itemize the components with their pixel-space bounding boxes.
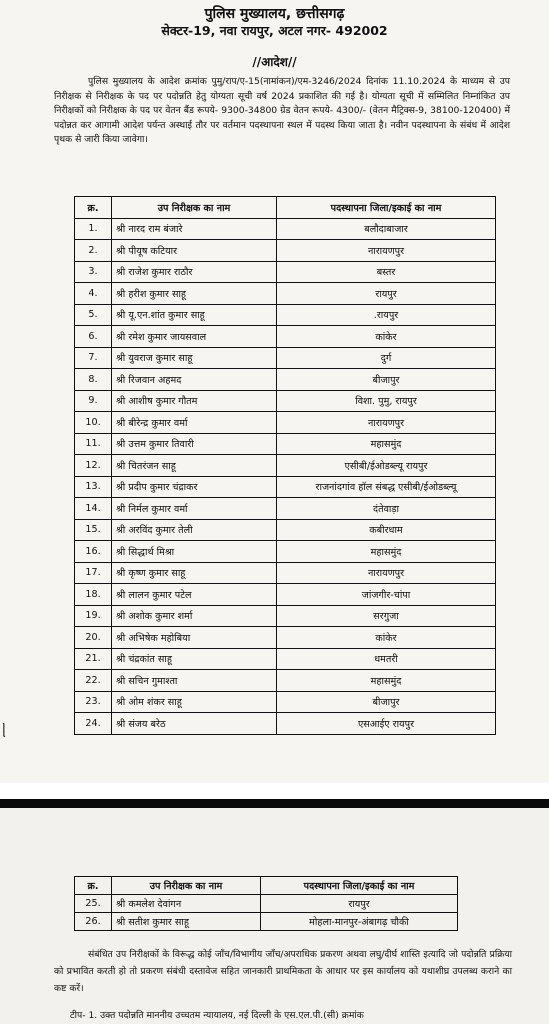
row-serial: 7. [75, 347, 112, 369]
table-row [75, 691, 496, 713]
row-posting: जांजगीर-चांपा [277, 584, 496, 606]
footnote-line: टीप- 1. उक्त पदोन्नति माननीय उच्चतम न्यायालय, नई दिल्ली के एस.एल.पी.(सी) क्रमांक [70, 1010, 364, 1021]
row-officer-name: श्री सिद्धार्थ मिश्रा [112, 541, 277, 563]
row-posting: कांकेर [277, 627, 496, 649]
row-officer-name: श्री कमलेश देवांगन [112, 895, 261, 913]
row-posting: .रायपुर [277, 304, 496, 326]
row-posting: रायपुर [277, 283, 496, 305]
row-posting: विशा. पुमु, रायपुर [277, 390, 496, 412]
row-serial: 26. [75, 913, 112, 931]
table-row [75, 433, 496, 455]
promotion-table [74, 196, 496, 735]
table-row [75, 713, 496, 735]
row-posting: नारायणपुर [277, 562, 496, 584]
row-serial: 5. [75, 304, 112, 326]
row-posting: एसीबी/ईओडब्ल्यू रायपुर [277, 455, 496, 477]
row-officer-name: श्री रमेश कुमार जायसवाल [112, 326, 277, 348]
row-serial: 21. [75, 648, 112, 670]
row-officer-name: श्री नारद राम बंजारे [112, 218, 277, 240]
table-header-row [75, 877, 458, 895]
row-serial: 10. [75, 412, 112, 434]
row-posting: बीजापुर [277, 369, 496, 391]
row-officer-name: श्री संजय बरेठ [112, 713, 277, 735]
row-officer-name: श्री युवराज कुमार साहू [112, 347, 277, 369]
row-serial: 12. [75, 455, 112, 477]
table-row [75, 648, 496, 670]
table-row [75, 326, 496, 348]
table-row [75, 895, 458, 913]
row-officer-name: श्री लालन कुमार पटेल [112, 584, 277, 606]
table-row [75, 261, 496, 283]
row-officer-name: श्री कृष्ण कुमार साहू [112, 562, 277, 584]
row-officer-name: श्री ओम शंकर साहू [112, 691, 277, 713]
table-row [75, 455, 496, 477]
row-serial: 25. [75, 895, 112, 913]
margin-scribble: ᥣ [2, 722, 7, 741]
office-name: पुलिस मुख्यालय, छत्तीसगढ़ [204, 6, 345, 22]
closing-paragraph: संबंधित उप निरीक्षकों के विरूद्ध कोई जाँच/विभागीय जाँच/अपराधिक प्रकरण अथवा लघु/दीर्घ शास्ति इत्यादि जो पदोन्नति प्रक्रिया को प्रभावित करती हो तो प्रकरण संबंधी दस्तावेज सहित जानकारी प्राथमिकता के आधार पर इस कार्यालय को यथाशीघ्र उपलब्ध कराने का कष्ट करें। [54, 949, 512, 994]
row-officer-name: श्री अभिषेक महोबिया [112, 627, 277, 649]
row-serial: 8. [75, 369, 112, 391]
row-posting: कांकेर [277, 326, 496, 348]
order-title: //आदेश// [252, 55, 297, 69]
row-serial: 14. [75, 498, 112, 520]
row-officer-name: श्री निर्मल कुमार वर्मा [112, 498, 277, 520]
scan-edge-bar [0, 799, 549, 808]
table-row [75, 584, 496, 606]
table-row [75, 562, 496, 584]
table-row [75, 670, 496, 692]
row-posting: मोहला-मानपुर-अंबागढ़ चौकी [261, 913, 458, 931]
row-officer-name: श्री हरीश कुमार साहू [112, 283, 277, 305]
col-posting-header: पदस्थापना जिला/इकाई का नाम [277, 197, 496, 219]
col-posting-header: पदस्थापना जिला/इकाई का नाम [261, 877, 458, 895]
row-officer-name: श्री रिजवान अहमद [112, 369, 277, 391]
row-officer-name: श्री प्रदीप कुमार चंद्राकर [112, 476, 277, 498]
row-officer-name: श्री बीरेन्द्र कुमार वर्मा [112, 412, 277, 434]
table-row [75, 240, 496, 262]
table-row [75, 627, 496, 649]
table-row [75, 498, 496, 520]
table-row [75, 605, 496, 627]
table-row [75, 347, 496, 369]
row-serial: 24. [75, 713, 112, 735]
row-serial: 1. [75, 218, 112, 240]
row-serial: 11. [75, 433, 112, 455]
row-posting: रायपुर [261, 895, 458, 913]
row-serial: 16. [75, 541, 112, 563]
row-serial: 22. [75, 670, 112, 692]
table-row [75, 412, 496, 434]
row-officer-name: श्री अरविंद कुमार तेली [112, 519, 277, 541]
row-officer-name: श्री आशीष कुमार गौतम [112, 390, 277, 412]
table-row [75, 541, 496, 563]
row-posting: दंतेवाड़ा [277, 498, 496, 520]
row-serial: 19. [75, 605, 112, 627]
row-posting: महासमुंद [277, 670, 496, 692]
promotion-table-body [75, 218, 496, 734]
row-posting: धमतरी [277, 648, 496, 670]
table-row [75, 218, 496, 240]
office-address: सेक्टर-19, नवा रायपुर, अटल नगर- 492002 [161, 23, 388, 38]
table-row [75, 304, 496, 326]
row-posting: कबीरधाम [277, 519, 496, 541]
row-officer-name: श्री चितरंजन साहू [112, 455, 277, 477]
row-serial: 3. [75, 261, 112, 283]
row-posting: राजनांदगांव हॉल संबद्ध एसीबी/ईओडब्ल्यू [277, 476, 496, 498]
col-serial-header: क्र. [75, 197, 112, 219]
row-posting: महासमुंद [277, 541, 496, 563]
col-name-header: उप निरीक्षक का नाम [112, 877, 261, 895]
row-officer-name: श्री उत्तम कुमार तिवारी [112, 433, 277, 455]
row-officer-name: श्री सतीश कुमार साहू [112, 913, 261, 931]
table-row [75, 369, 496, 391]
row-posting: महासमुंद [277, 433, 496, 455]
promotion-table-continued-body [75, 895, 458, 931]
row-officer-name: श्री अशोक कुमार शर्मा [112, 605, 277, 627]
row-posting: नारायणपुर [277, 412, 496, 434]
row-posting: बलौदाबाजार [277, 218, 496, 240]
table-row [75, 476, 496, 498]
row-posting: एसआईए रायपुर [277, 713, 496, 735]
row-officer-name: श्री चंद्रकांत साहू [112, 648, 277, 670]
col-serial-header: क्र. [75, 877, 112, 895]
row-posting: दुर्ग [277, 347, 496, 369]
row-serial: 17. [75, 562, 112, 584]
row-serial: 18. [75, 584, 112, 606]
promotion-table-continued [74, 876, 458, 931]
row-serial: 2. [75, 240, 112, 262]
row-serial: 4. [75, 283, 112, 305]
row-posting: बस्तर [277, 261, 496, 283]
table-row [75, 913, 458, 931]
row-serial: 13. [75, 476, 112, 498]
row-serial: 9. [75, 390, 112, 412]
order-intro-paragraph: पुलिस मुख्यालय के आदेश क्रमांक पुमु/राप/ए-15(नामांकन)/एम-3246/2024 दिनांक 11.10.2024 के माध्यम से उप निरीक्षक से निरीक्षक के पद पर पदोन्नति हेतु योग्यता सूची वर्ष 2024 प्रकाशित की गई है। योग्यता सूची में सम्मिलित निम्नांकित उप निरीक्षकों को निरीक्षक के पद पर वेतन बैंड रूपये- 9300-34800 ग्रेड वेतन रूपये- 4300/- (वेतन मैट्रिक्स-9, 38100-120400) में पदोन्नत कर आगामी आदेश पर्यन्त अस्थाई तौर पर वर्तमान पदस्थापना स्थल में पदस्थ किया जाता है। नवीन पदस्थापना के संबंध में आदेश पृथक से जारी किया जावेगा। [54, 76, 510, 146]
row-serial: 6. [75, 326, 112, 348]
table-row [75, 283, 496, 305]
page-gap [0, 783, 549, 799]
table-row [75, 390, 496, 412]
row-officer-name: श्री सचिन गुमाश्ता [112, 670, 277, 692]
row-posting: नारायणपुर [277, 240, 496, 262]
table-header-row [75, 197, 496, 219]
row-posting: बीजापुर [277, 691, 496, 713]
row-officer-name: श्री यू.एन.शांत कुमार साहू [112, 304, 277, 326]
row-serial: 15. [75, 519, 112, 541]
row-serial: 20. [75, 627, 112, 649]
row-posting: सरगुजा [277, 605, 496, 627]
row-officer-name: श्री राजेश कुमार राठौर [112, 261, 277, 283]
row-serial: 23. [75, 691, 112, 713]
table-row [75, 519, 496, 541]
col-name-header: उप निरीक्षक का नाम [112, 197, 277, 219]
row-officer-name: श्री पीयूष कटियार [112, 240, 277, 262]
